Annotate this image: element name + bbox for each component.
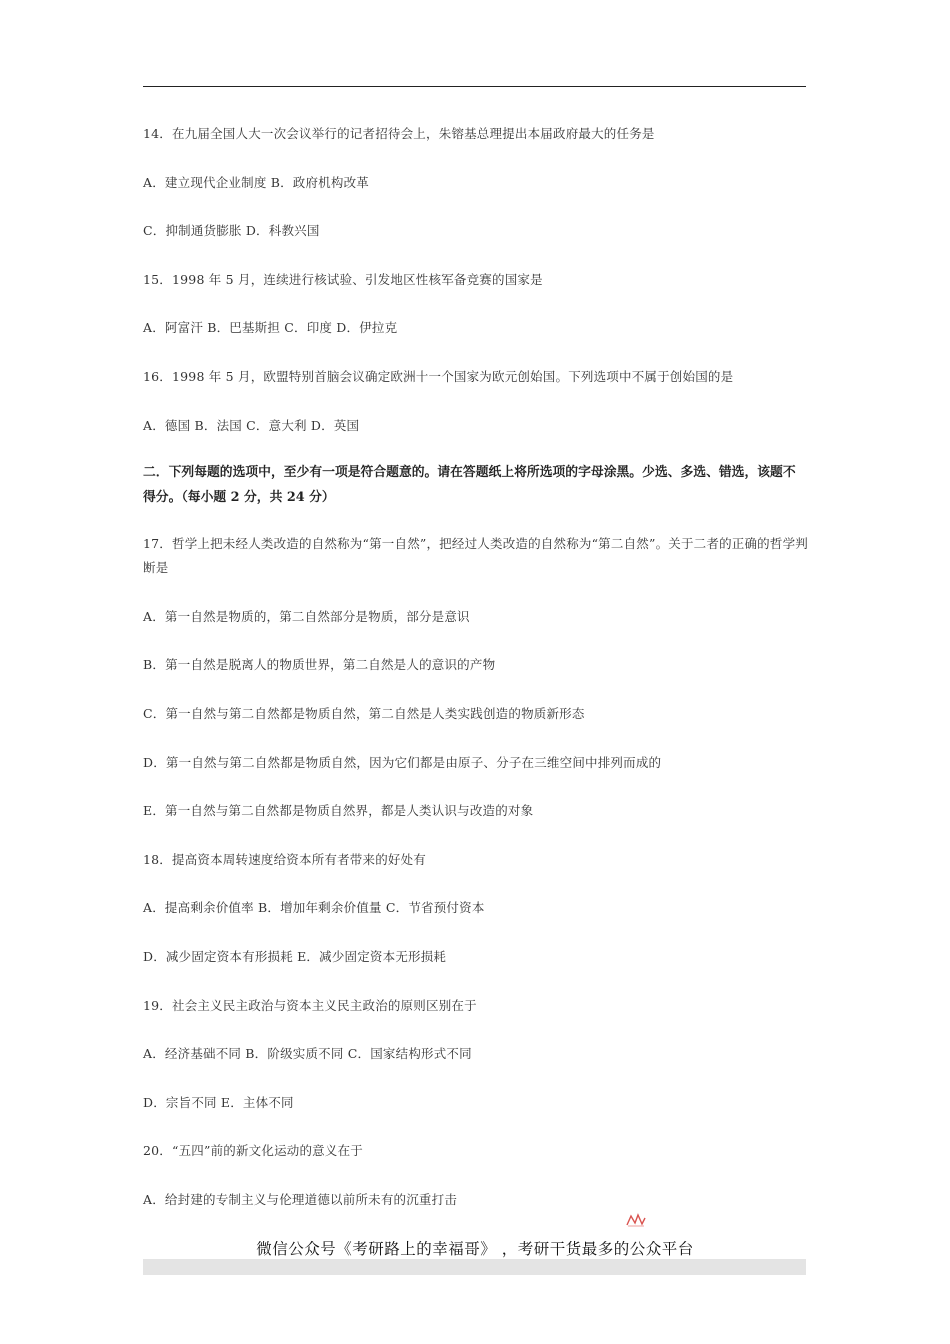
question-19-option-line-1: A．经济基础不同 B．阶级实质不同 C．国家结构形式不同 <box>143 1046 472 1062</box>
question-17-option-b: B．第一自然是脱离人的物质世界，第二自然是人的意识的产物 <box>143 657 496 673</box>
question-18-option-line-2: D．减少固定资本有形损耗 E．减少固定资本无形损耗 <box>143 948 447 964</box>
question-17-option-c: C．第一自然与第二自然都是物质自然，第二自然是人类实践创造的物质新形态 <box>143 705 585 721</box>
question-17-option-d: D．第一自然与第二自然都是物质自然，因为它们都是由原子、分子在三维空间中排列而成的 <box>143 754 662 770</box>
question-15-option-line-1: A．阿富汗 B．巴基斯担 C．印度 D．伊拉克 <box>143 320 398 336</box>
question-20-stem: 20．“五四”前的新文化运动的意义在于 <box>143 1143 363 1159</box>
question-17-option-e: E．第一自然与第二自然都是物质自然界，都是人类认识与改造的对象 <box>143 803 534 819</box>
exam-content <box>143 122 808 1236</box>
section-2-heading: 二．下列每题的选项中，至少有一项是符合题意的。请在答题纸上将所选项的字母涂黑。少选、多选、错选，该题不得分。（每小题 2 分，共 24 分） <box>143 465 796 506</box>
question-16-stem: 16．1998 年 5 月，欧盟特别首脑会议确定欧洲十一个国家为欧元创始国。下列选项中不属于创始国的是 <box>143 368 734 384</box>
question-16-option-line-1: A．德国 B．法国 C．意大利 D．英国 <box>143 417 360 433</box>
question-14-option-line-2: C．抑制通货膨胀 D．科教兴国 <box>143 223 320 239</box>
question-14-stem: 14．在九届全国人大一次会议举行的记者招待会上，朱镕基总理提出本届政府最大的任务是 <box>143 126 655 141</box>
question-14-option-line-1: A．建立现代企业制度 B．政府机构改革 <box>143 174 369 190</box>
footer-promo-text: 微信公众号《考研路上的幸福哥》 ，考研干货最多的公众平台 <box>256 1240 694 1258</box>
question-18-option-line-1: A．提高剩余价值率 B．增加年剩余价值量 C．节省预付资本 <box>143 900 485 916</box>
question-19-option-line-2: D．宗旨不同 E．主体不同 <box>143 1094 294 1110</box>
header-rule <box>143 86 806 87</box>
question-18-stem: 18．提高资本周转速度给资本所有者带来的好处有 <box>143 851 427 867</box>
question-15-stem: 15．1998 年 5 月，连续进行核试验、引发地区性核军备竞赛的国家是 <box>143 271 543 287</box>
footer-bar <box>143 1259 806 1275</box>
question-19-stem: 19．社会主义民主政治与资本主义民主政治的原则区别在于 <box>143 997 477 1013</box>
question-20-option-a: A．给封建的专制主义与伦理道德以前所未有的沉重打击 <box>143 1191 458 1207</box>
stamp-mark-icon <box>625 1213 647 1227</box>
question-17-option-a: A．第一自然是物质的，第二自然部分是物质，部分是意识 <box>143 608 470 624</box>
question-17-stem: 17．哲学上把未经人类改造的自然称为“第一自然”，把经过人类改造的自然称为“第二自然”。关于二者的正确的哲学判断是 <box>143 536 808 576</box>
